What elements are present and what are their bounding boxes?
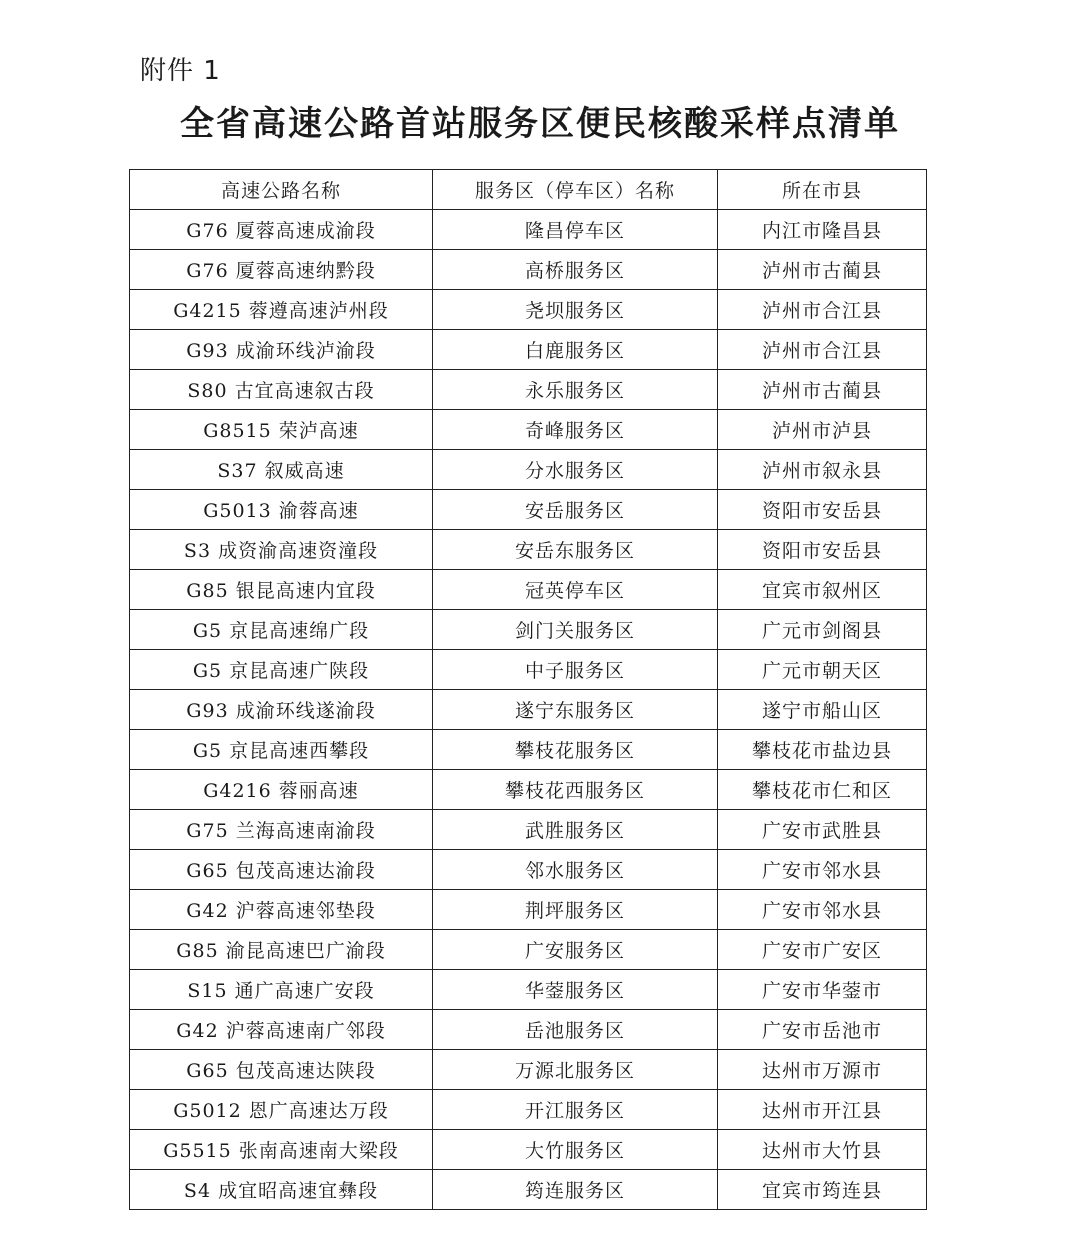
cell-city-county: 达州市大竹县 [718,1130,927,1170]
cell-city-county: 广安市武胜县 [718,810,927,850]
cell-city-county: 泸州市古蔺县 [718,370,927,410]
cell-service-area-name: 邻水服务区 [433,850,718,890]
table-row [130,1170,927,1210]
cell-highway-name: G65 包茂高速达渝段 [130,850,433,890]
cell-highway-name: G5515 张南高速南大梁段 [130,1130,433,1170]
cell-city-county: 内江市隆昌县 [718,210,927,250]
cell-city-county: 遂宁市船山区 [718,690,927,730]
cell-city-county: 攀枝花市盐边县 [718,730,927,770]
cell-service-area-name: 开江服务区 [433,1090,718,1130]
cell-city-county: 攀枝花市仁和区 [718,770,927,810]
cell-highway-name: G93 成渝环线泸渝段 [130,330,433,370]
cell-highway-name: S3 成资渝高速资潼段 [130,530,433,570]
cell-service-area-name: 武胜服务区 [433,810,718,850]
cell-service-area-name: 高桥服务区 [433,250,718,290]
sampling-site-table [129,169,927,1210]
cell-service-area-name: 剑门关服务区 [433,610,718,650]
table-row [130,810,927,850]
cell-service-area-name: 安岳服务区 [433,490,718,530]
cell-service-area-name: 攀枝花西服务区 [433,770,718,810]
header-city-county: 所在市县 [718,170,927,210]
cell-highway-name: S15 通广高速广安段 [130,970,433,1010]
table-row [130,330,927,370]
cell-service-area-name: 大竹服务区 [433,1130,718,1170]
cell-highway-name: G4216 蓉丽高速 [130,770,433,810]
cell-highway-name: G76 厦蓉高速纳黔段 [130,250,433,290]
cell-service-area-name: 遂宁东服务区 [433,690,718,730]
table-row [130,770,927,810]
cell-service-area-name: 筠连服务区 [433,1170,718,1210]
cell-highway-name: G5 京昆高速绵广段 [130,610,433,650]
cell-highway-name: G42 沪蓉高速南广邻段 [130,1010,433,1050]
table-row [130,410,927,450]
cell-service-area-name: 荆坪服务区 [433,890,718,930]
cell-service-area-name: 分水服务区 [433,450,718,490]
cell-city-county: 泸州市叙永县 [718,450,927,490]
table-row [130,450,927,490]
cell-city-county: 广元市朝天区 [718,650,927,690]
table-row [130,970,927,1010]
cell-service-area-name: 攀枝花服务区 [433,730,718,770]
cell-highway-name: S80 古宜高速叙古段 [130,370,433,410]
cell-highway-name: G8515 荣泸高速 [130,410,433,450]
table-row [130,250,927,290]
table-row [130,1130,927,1170]
table-row [130,1050,927,1090]
cell-highway-name: S37 叙威高速 [130,450,433,490]
cell-highway-name: G93 成渝环线遂渝段 [130,690,433,730]
table-row [130,850,927,890]
table-row [130,570,927,610]
table-row [130,290,927,330]
cell-service-area-name: 岳池服务区 [433,1010,718,1050]
cell-city-county: 广安市邻水县 [718,890,927,930]
table-row [130,1090,927,1130]
cell-service-area-name: 永乐服务区 [433,370,718,410]
cell-service-area-name: 中子服务区 [433,650,718,690]
cell-highway-name: S4 成宜昭高速宜彝段 [130,1170,433,1210]
cell-service-area-name: 冠英停车区 [433,570,718,610]
cell-highway-name: G85 银昆高速内宜段 [130,570,433,610]
cell-service-area-name: 万源北服务区 [433,1050,718,1090]
cell-highway-name: G5 京昆高速西攀段 [130,730,433,770]
table-row [130,730,927,770]
cell-highway-name: G5012 恩广高速达万段 [130,1090,433,1130]
attachment-label: 附件 1 [140,56,221,86]
header-highway-name: 高速公路名称 [130,170,433,210]
cell-highway-name: G5013 渝蓉高速 [130,490,433,530]
cell-service-area-name: 奇峰服务区 [433,410,718,450]
cell-city-county: 宜宾市叙州区 [718,570,927,610]
cell-city-county: 资阳市安岳县 [718,530,927,570]
table-row [130,650,927,690]
table-row [130,210,927,250]
document-title: 全省高速公路首站服务区便民核酸采样点清单 [180,104,900,144]
cell-highway-name: G65 包茂高速达陕段 [130,1050,433,1090]
cell-city-county: 达州市万源市 [718,1050,927,1090]
header-service-area-name: 服务区（停车区）名称 [433,170,718,210]
cell-city-county: 泸州市古蔺县 [718,250,927,290]
cell-service-area-name: 尧坝服务区 [433,290,718,330]
table-body [130,210,927,1210]
cell-highway-name: G75 兰海高速南渝段 [130,810,433,850]
cell-highway-name: G42 沪蓉高速邻垫段 [130,890,433,930]
table-row [130,1010,927,1050]
cell-city-county: 广元市剑阁县 [718,610,927,650]
cell-highway-name: G4215 蓉遵高速泸州段 [130,290,433,330]
cell-city-county: 广安市广安区 [718,930,927,970]
cell-city-county: 广安市岳池市 [718,1010,927,1050]
table-row [130,370,927,410]
cell-city-county: 泸州市合江县 [718,330,927,370]
cell-service-area-name: 安岳东服务区 [433,530,718,570]
cell-city-county: 广安市邻水县 [718,850,927,890]
cell-city-county: 泸州市泸县 [718,410,927,450]
cell-city-county: 达州市开江县 [718,1090,927,1130]
table-row [130,490,927,530]
cell-city-county: 泸州市合江县 [718,290,927,330]
table-row [130,530,927,570]
cell-service-area-name: 白鹿服务区 [433,330,718,370]
cell-service-area-name: 隆昌停车区 [433,210,718,250]
cell-highway-name: G85 渝昆高速巴广渝段 [130,930,433,970]
cell-highway-name: G5 京昆高速广陕段 [130,650,433,690]
cell-city-county: 宜宾市筠连县 [718,1170,927,1210]
cell-service-area-name: 华蓥服务区 [433,970,718,1010]
cell-service-area-name: 广安服务区 [433,930,718,970]
cell-city-county: 广安市华蓥市 [718,970,927,1010]
cell-city-county: 资阳市安岳县 [718,490,927,530]
table-row [130,690,927,730]
table-row [130,610,927,650]
cell-highway-name: G76 厦蓉高速成渝段 [130,210,433,250]
table-header-row [130,170,927,210]
table-row [130,930,927,970]
table-row [130,890,927,930]
